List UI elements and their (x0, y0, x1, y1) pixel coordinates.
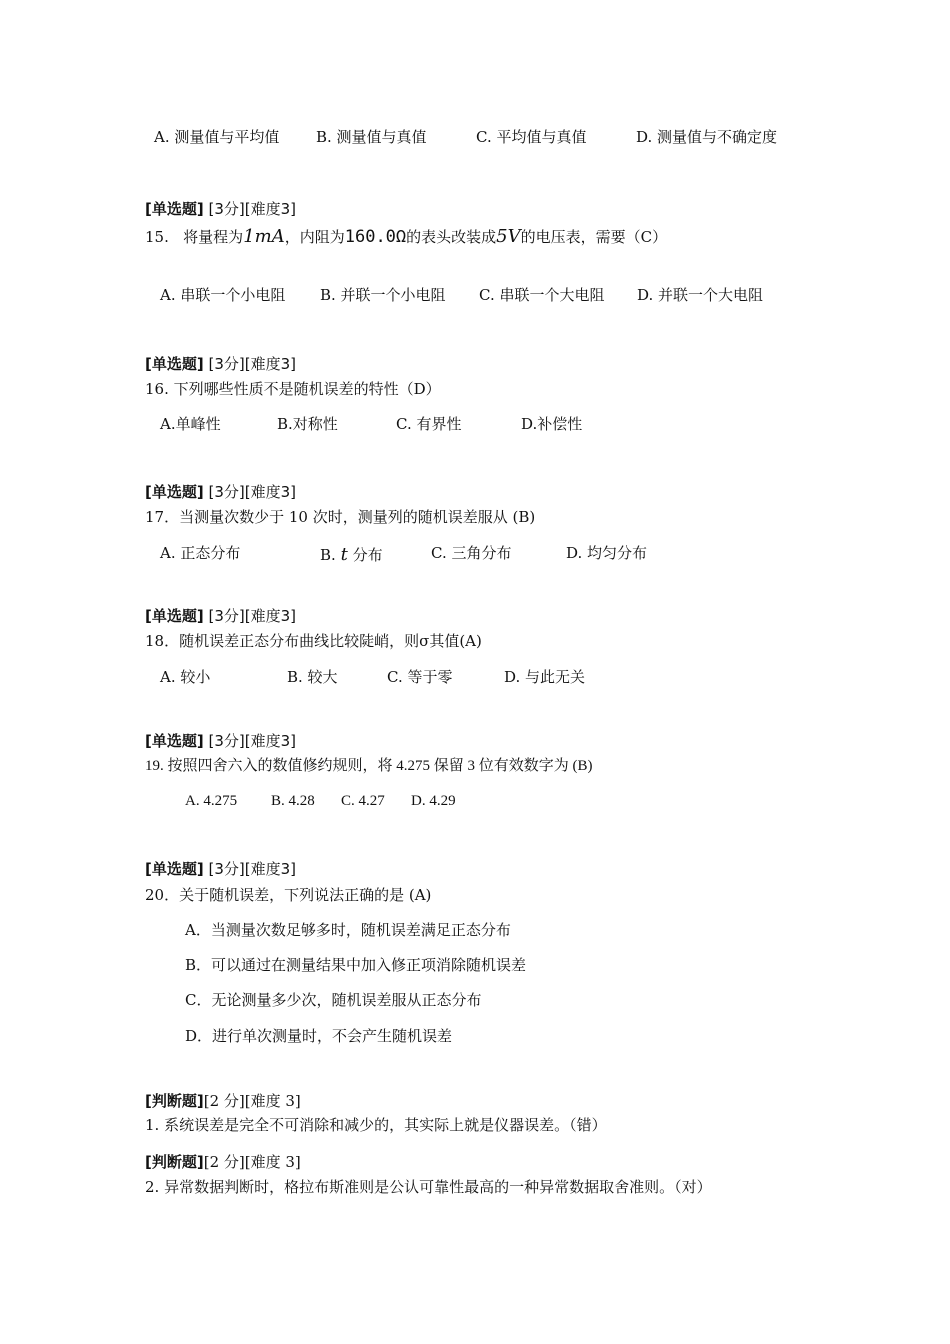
q20-option-b: B．可以通过在测量结果中加入修正项消除随机误差 (185, 956, 527, 974)
q15-range-math: 1mA (243, 226, 285, 247)
q17-option-c: C. 三角分布 (431, 544, 512, 562)
q17-option-a: A. 正态分布 (160, 544, 241, 562)
q16-option-c: C. 有界性 (396, 415, 462, 433)
q15-option-b: B. 并联一个小电阻 (320, 286, 446, 304)
q15-option-d: D. 并联一个大电阻 (637, 286, 764, 304)
q18-option-a: A. 较小 (160, 668, 211, 686)
q17-option-d: D. 均匀分布 (566, 544, 648, 562)
q18-question: 18．随机误差正态分布曲线比较陡峭，则σ其值(A) (145, 632, 482, 650)
q17-header: [单选题] [3分][难度3] (145, 483, 296, 501)
q20-option-d: D．进行单次测量时，不会产生随机误差 (185, 1027, 453, 1045)
q18-option-c: C. 等于零 (387, 668, 453, 686)
q16-option-b: B.对称性 (277, 415, 338, 433)
q20-option-a: A．当测量次数足够多时，随机误差满足正态分布 (185, 921, 511, 939)
q15-header: [单选题] [3分][难度3] (145, 200, 296, 218)
q14-option-c: C. 平均值与真值 (476, 128, 587, 146)
q18-header: [单选题] [3分][难度3] (145, 607, 296, 625)
q15-resistance-math: 160.0Ω (344, 227, 407, 247)
q18-option-d: D. 与此无关 (504, 668, 586, 686)
q15-voltage-math: 5V (496, 226, 521, 247)
q20-option-c: C．无论测量多少次，随机误差服从正态分布 (185, 991, 482, 1009)
q19-question: 19. 按照四舍六入的数值修约规则，将 4.275 保留 3 位有效数字为 (B) (145, 758, 593, 774)
q16-question: 16. 下列哪些性质不是随机误差的特性（D） (145, 380, 441, 398)
q20-question: 20．关于随机误差，下列说法正确的是 (A) (145, 886, 432, 904)
tf2-question: 2. 异常数据判断时，格拉布斯准则是公认可靠性最高的一种异常数据取舍准则。（对） (145, 1178, 712, 1196)
q17-question: 17．当测量次数少于 10 次时，测量列的随机误差服从 (B) (145, 508, 536, 526)
q19-option-a: A. 4.275 (185, 793, 238, 809)
q19-option-c: C. 4.27 (341, 793, 385, 809)
q19-option-b: B. 4.28 (271, 793, 315, 809)
q14-option-d: D. 测量值与不确定度 (636, 128, 778, 146)
tf1-header: [判断题][2 分][难度 3] (145, 1092, 301, 1110)
q16-header: [单选题] [3分][难度3] (145, 355, 296, 373)
q15-option-a: A. 串联一个小电阻 (160, 286, 286, 304)
q20-header: [单选题] [3分][难度3] (145, 860, 296, 878)
q16-option-d: D.补偿性 (521, 415, 583, 433)
q14-option-b: B. 测量值与真值 (316, 128, 427, 146)
q15-question: 15. 将量程为1mA，内阻为160.0Ω的表头改装成5V的电压表，需要（C） (145, 226, 668, 247)
q15-option-c: C. 串联一个大电阻 (479, 286, 605, 304)
q16-option-a: A.单峰性 (160, 415, 221, 433)
q19-header: [单选题] [3分][难度3] (145, 732, 296, 750)
q19-option-d: D. 4.29 (411, 793, 456, 809)
q17-option-b: B. t 分布 (320, 544, 383, 565)
tf1-question: 1. 系统误差是完全不可消除和减少的，其实际上就是仪器误差。（错） (145, 1116, 607, 1134)
tf2-header: [判断题][2 分][难度 3] (145, 1153, 301, 1171)
q14-option-a: A. 测量值与平均值 (154, 128, 280, 146)
q18-option-b: B. 较大 (287, 668, 338, 686)
q17-t-math: t (340, 544, 348, 565)
